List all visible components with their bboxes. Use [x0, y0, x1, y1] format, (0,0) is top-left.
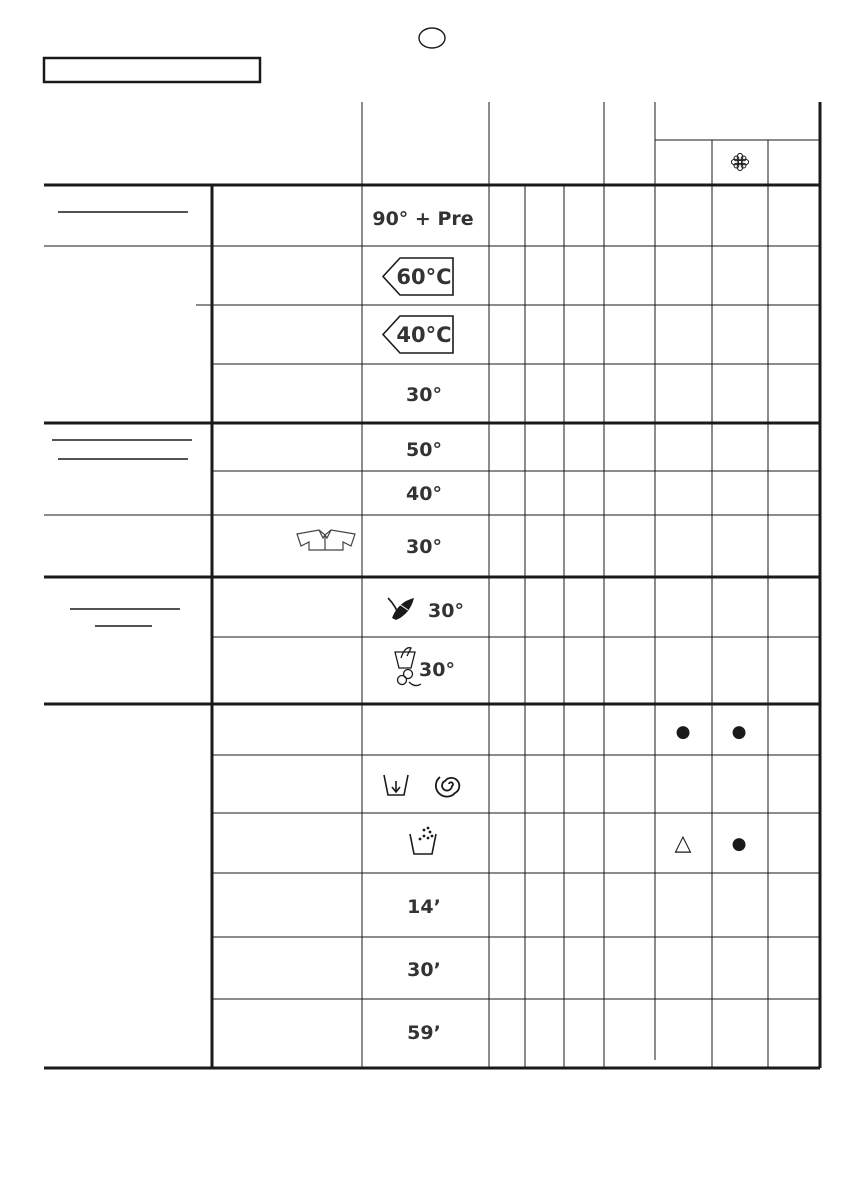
program-label-3: 40°C — [396, 323, 452, 347]
title-box — [44, 58, 260, 82]
program-label-6: 40° — [406, 483, 442, 505]
program-label-7: 30° — [406, 536, 442, 558]
left-group-underlines — [52, 212, 192, 626]
rinse-shower-icon — [410, 827, 436, 854]
mark-row12-col1: △ — [674, 831, 692, 856]
language-badge — [419, 28, 445, 48]
temperature-tag-60 — [383, 258, 453, 295]
flower-icon — [731, 153, 748, 170]
mark-row10-col2: ● — [731, 722, 747, 742]
handwash-tub-icon — [395, 648, 421, 686]
spin-spiral-icon — [436, 777, 459, 797]
program-label-4: 30° — [406, 384, 442, 406]
program-label-2: 60°C — [396, 265, 452, 289]
program-label-15: 30’ — [407, 959, 441, 981]
mark-row10-col1: ● — [675, 722, 691, 742]
shirt-icon — [297, 530, 355, 550]
program-label-9: 30° — [419, 659, 455, 681]
program-label-8: 30° — [428, 600, 464, 622]
temperature-tag-40 — [383, 316, 453, 353]
program-label-5: 50° — [406, 439, 442, 461]
program-label-14: 14’ — [407, 896, 441, 918]
program-label-1: 90° + Pre — [372, 208, 474, 230]
mark-row12-col2: ● — [731, 834, 747, 854]
program-label-16: 59’ — [407, 1022, 441, 1044]
table-grid — [44, 102, 820, 1068]
wool-feather-icon — [388, 598, 414, 620]
drain-icon — [384, 775, 408, 795]
